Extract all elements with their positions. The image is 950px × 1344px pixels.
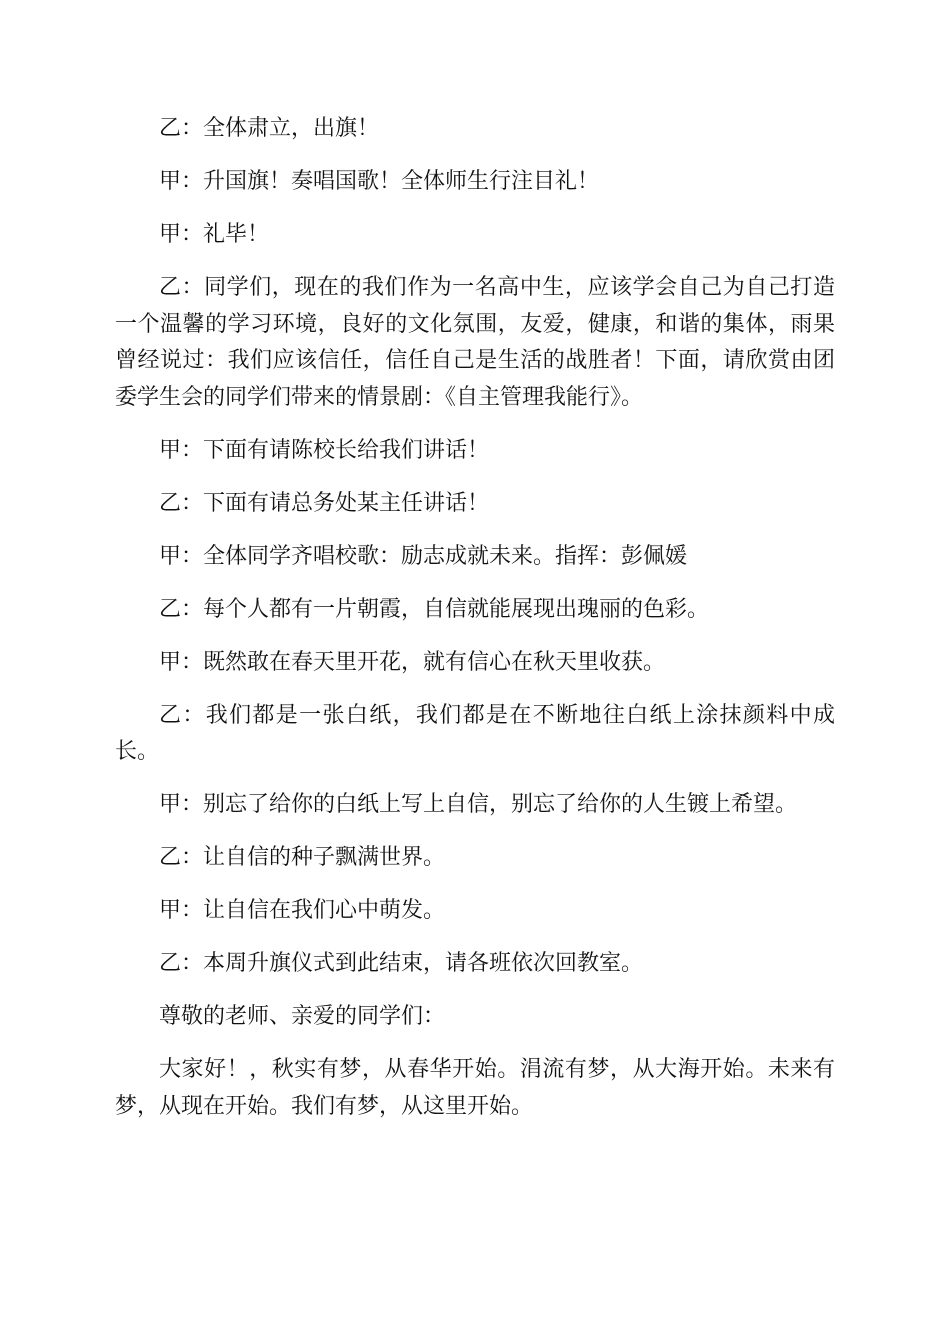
- paragraph: 乙：下面有请总务处某主任讲话！: [159, 490, 490, 516]
- paragraph: 乙：我们都是一张白纸，我们都是在不断地往白纸上涂抹颜料中成长。: [115, 702, 835, 764]
- paragraph: 大家好！，秋实有梦，从春华开始。涓流有梦，从大海开始。未来有梦，从现在开始。我们有梦，从这里开始。: [115, 1057, 835, 1119]
- paragraph: 甲：全体同学齐唱校歌：励志成就未来。指挥：彭佩媛: [159, 543, 688, 569]
- paragraph: 甲：下面有请陈校长给我们讲话！: [159, 437, 490, 463]
- paragraph: 尊敬的老师、亲爱的同学们：: [159, 1004, 446, 1029]
- paragraph: 甲：别忘了给你的白纸上写上自信，别忘了给你的人生镀上希望。: [159, 792, 798, 817]
- paragraph: 乙：本周升旗仪式到此结束，请各班依次回教室。: [159, 951, 644, 976]
- paragraph: 乙：每个人都有一片朝霞，自信就能展现出瑰丽的色彩。: [159, 596, 710, 622]
- paragraph: 甲：升国旗！奏唱国歌！全体师生行注目礼！: [159, 169, 600, 194]
- paragraph: 乙：同学们，现在的我们作为一名高中生，应该学会自己为自己打造一个温馨的学习环境，良好的文化氛围，友爱，健康，和谐的集体，雨果曾经说过：我们应该信任，信任自己是生活的战胜者！下面，请欣赏由团委学生会的同学们带来的情景剧：《自主管理我能行》。: [115, 275, 835, 410]
- paragraph: 乙：全体肃立，出旗！: [159, 116, 380, 141]
- paragraph: 乙：让自信的种子飘满世界。: [159, 845, 446, 870]
- paragraph: 甲：让自信在我们心中萌发。: [159, 898, 446, 923]
- document-body: [115, 111, 835, 1142]
- paragraph: 甲：礼毕！: [159, 222, 270, 247]
- paragraph: 甲：既然敢在春天里开花，就有信心在秋天里收获。: [159, 649, 666, 675]
